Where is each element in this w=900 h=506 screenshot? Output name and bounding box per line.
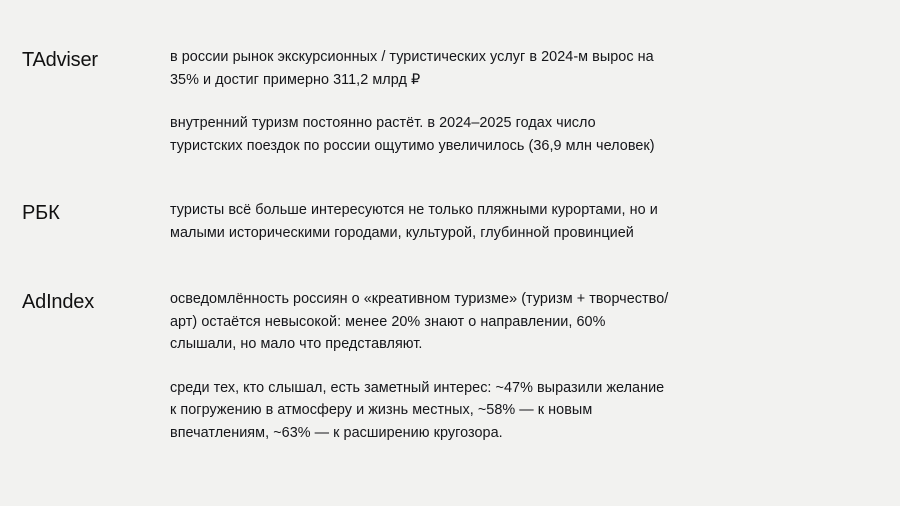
source-label-tadviser: TAdviser (22, 49, 98, 71)
paragraph: в россии рынок экскурсионных / туристических услуг в 2024-м вырос на 35% и достиг примерно 311,2 млрд ₽ (170, 49, 654, 88)
source-row-rbk (22, 199, 860, 244)
source-text-adindex (170, 288, 860, 444)
paragraph: внутренний туризм постоянно растёт. в 2024–2025 годах число туристских поездок по россии ощутимо увеличилось (36,9 млн человек) (170, 115, 655, 154)
source-label-rbk: РБК (22, 202, 60, 224)
paragraph: туристы всё больше интересуются не только пляжными курортами, но и малыми историческими городами, культурой, глубинной провинцией (170, 202, 658, 241)
source-row-tadviser (22, 46, 860, 157)
source-rows (22, 46, 860, 444)
source-text-rbk (170, 199, 860, 244)
source-label-adindex: AdIndex (22, 291, 94, 313)
paragraph: среди тех, кто слышал, есть заметный интерес: ~47% выразили желание к погружению в атмосферу и жизнь местных, ~58% — к новым впечатлениям, ~63% — к расширению кругозора. (170, 379, 665, 441)
paragraph: осведомлённость россиян о «креативном туризме» (туризм + творчество/арт) остаётся невысокой: менее 20% знают о направлении, 60% слышали, но мало что представляют. (170, 291, 669, 352)
source-row-adindex (22, 288, 860, 444)
source-text-tadviser (170, 46, 860, 157)
